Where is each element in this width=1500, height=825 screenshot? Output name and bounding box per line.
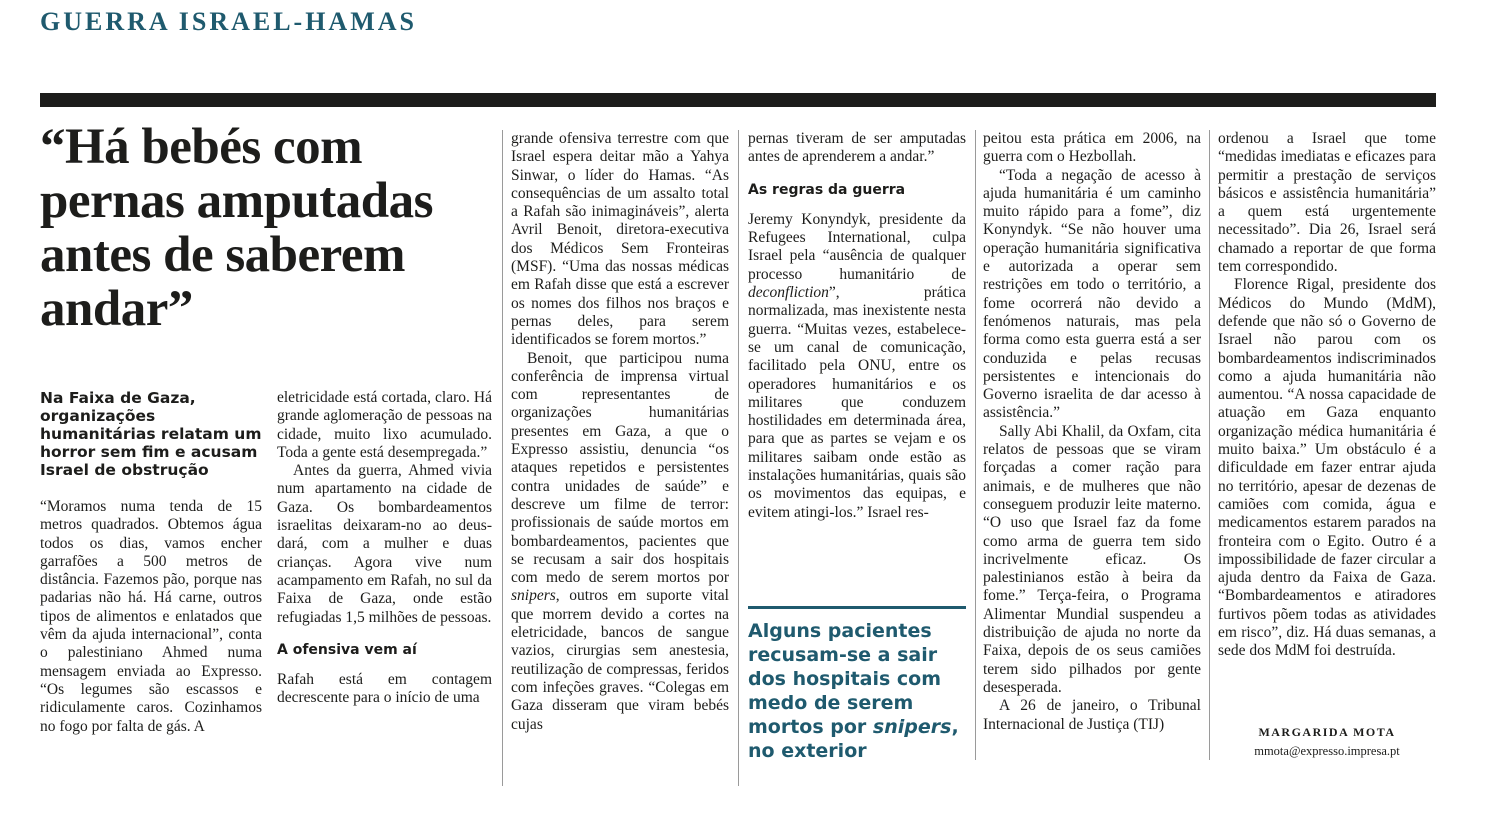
text-run: , outros em suporte vital que morrem devido a cortes na eletricidade, bancos de sangue vazios, cirurgias sem anestesia, reutilização de compressas, feridos com infeções graves. “Colegas em Gaza disseram que viram bebés cujas (511, 587, 729, 733)
article-column-6 (1218, 130, 1436, 722)
column-divider (738, 130, 739, 786)
pull-quote-text: , no exterior (748, 716, 959, 762)
pull-quote (748, 619, 970, 763)
article-column-1 (40, 498, 262, 760)
text-run: Jeremy Konyndyk, presidente da Refugees International, culpa Israel pela “ausência de qualquer processo humanitário de (748, 210, 966, 283)
paragraph: “Toda a negação de acesso à ajuda humanitária é um caminho muito rápido para a fome”, diz Konyndyk. “Se não houver uma operação humanitária significativa e autorizada a operar sem restrições em todo o território, a fome ocorrerá não devido a fenómenos naturais, mas pela forma como esta guerra está a ser conduzida e pelas recusas persistentes e intencionais do Governo israelita de dar acesso à assistência.” (983, 166, 1201, 422)
paragraph (511, 350, 729, 734)
subheading: As regras da guerra (748, 181, 906, 198)
italic-text: deconfliction (748, 284, 829, 302)
paragraph: Rafah está em contagem decrescente para o início de uma (277, 671, 492, 707)
column-divider (502, 130, 503, 786)
paragraph: peitou esta prática em 2006, na guerra com o Hezbollah. (983, 130, 1201, 166)
subheading: A ofensiva vem aí (277, 641, 417, 658)
paragraph: A 26 de janeiro, o Tribunal Internacional de Justiça (TIJ) (983, 697, 1201, 733)
paragraph: “Moramos numa tenda de 15 metros quadrados. Obtemos água todos os dias, vamos encher garrafões a 500 metros de distância. Fazemos pão, porque nas padarias não há. Há carne, outros tipos de alimentos e enlatados que vêm da ajuda internacional”, conta o palestiniano Ahmed numa mensagem enviada ao Expresso. “Os legumes são escassos e ridiculamente caros. Cozinhamos no fogo por falta de gás. A (40, 498, 262, 735)
column-divider (975, 130, 976, 760)
paragraph: Antes da guerra, Ahmed vivia num apartamento na cidade de Gaza. Os bombardeamentos israelitas deixaram-no ao deus-dará, com a mulher e duas crianças. Agora vive num acampamento em Rafah, no sul da Faixa de Gaza, onde estão refugiadas 1,5 milhões de pessoas. (277, 462, 492, 626)
article-column-3 (511, 130, 729, 786)
paragraph: eletricidade está cortada, claro. Há grande aglomeração de pessoas na cidade, muito lixo acumulado. Toda a gente está desempregada.” (277, 389, 492, 461)
byline-author: MARGARIDA MOTA (1258, 725, 1396, 739)
paragraph: Florence Rigal, presidente dos Médicos do Mundo (MdM), defende que não só o Governo de Israel não parou com os bombardeamentos indiscriminados como a ajuda humanitária não aumentou. “A nossa capacidade de atuação em Gaza enquanto organização médica humanitária é muito baixa.” Um obstáculo é a dificuldade em fazer entrar ajuda no território, apesar de dezenas de camiões com comida, água e medicamentos estarem parados na fronteira com o Egito. Outro é a impossibilidade de fazer circular a ajuda dentro da Faixa de Gaza. “Bombardeamentos e atiradores furtivos põem todas as atividades em risco”, diz. Há duas semanas, a sede dos MdM foi destruída. (1218, 276, 1436, 660)
section-label: GUERRA ISRAEL-HAMAS (40, 7, 417, 36)
article-column-4 (748, 130, 966, 580)
paragraph: pernas tiveram de ser amputadas antes de aprenderem a andar.” (748, 130, 966, 166)
text-run: ”, prática normalizada, mas inexistente nesta guerra. “Muitas vezes, estabelece-se um canal de comunicação, facilitado pela ONU, entre os operadores humanitários e os militares que conduzem hostilidades em determinada área, para que as partes se vejam e os militares saibam onde estão as instalações humanitárias, quais são os movimentos das equipas, e evitem atingi-los.” Israel res- (748, 284, 966, 521)
paragraph: Sally Abi Khalil, da Oxfam, cita relatos de pessoas que se viram forçadas a comer ração para animais, e de mulheres que não conseguem produzir leite materno. “O uso que Israel faz da fome como arma de guerra tem sido incrivelmente eficaz. Os palestinianos estão à beira da fome.” Terça-feira, o Programa Alimentar Mundial suspendeu a distribuição de ajuda no norte da Faixa, depois de os seus camiões terem sido pilhados por gente desesperada. (983, 422, 1201, 696)
byline-email: mmota@expresso.impresa.pt (1254, 744, 1400, 758)
text-run: Benoit, que participou numa conferência de imprensa virtual com representantes de organizações humanitárias presentes em Gaza, a que o Expresso assistiu, denuncia “os ataques repetidos e persistentes contra unidades de saúde” e descreve um filme de terror: profissionais de saúde mortos em bombardeamentos, pacientes que se recusam a sair dos hospitais com medo de serem mortos por (511, 349, 729, 587)
top-rule (40, 93, 1436, 107)
article-column-5 (983, 130, 1201, 760)
italic-text: snipers (511, 587, 556, 605)
pull-quote-text: Alguns pacientes recusam-se a sair dos hospitais com medo de serem mortos por (748, 620, 942, 738)
deck: Na Faixa de Gaza, organizações humanitárias relatam um horror sem fim e acusam Israel de obstrução (40, 389, 262, 479)
headline: “Há bebés com pernas amputadas antes de saberem andar” (40, 119, 434, 337)
paragraph: grande ofensiva terrestre com que Israel espera deitar mão a Yahya Sinwar, o líder do Hamas. “As consequências de um assalto total a Rafah são inimagináveis”, alerta Avril Benoit, diretora-executiva dos Médicos Sem Fronteiras (MSF). “Uma das nossas médicas em Rafah disse que está a escrever os nomes dos filhos nos braços e pernas deles, para serem identificados se forem mortos.” (511, 130, 729, 349)
paragraph (748, 211, 966, 522)
paragraph: ordenou a Israel que tome “medidas imediatas e eficazes para permitir a prestação de serviços básicos e assistência humanitária” a quem está urgentemente necessitado”. Dia 26, Israel será chamado a reportar de que forma tem correspondido. (1218, 130, 1436, 276)
pull-quote-rule (748, 606, 966, 609)
pull-quote-italic: snipers (872, 716, 952, 738)
column-divider (1209, 130, 1210, 760)
article-column-2 (277, 389, 492, 761)
